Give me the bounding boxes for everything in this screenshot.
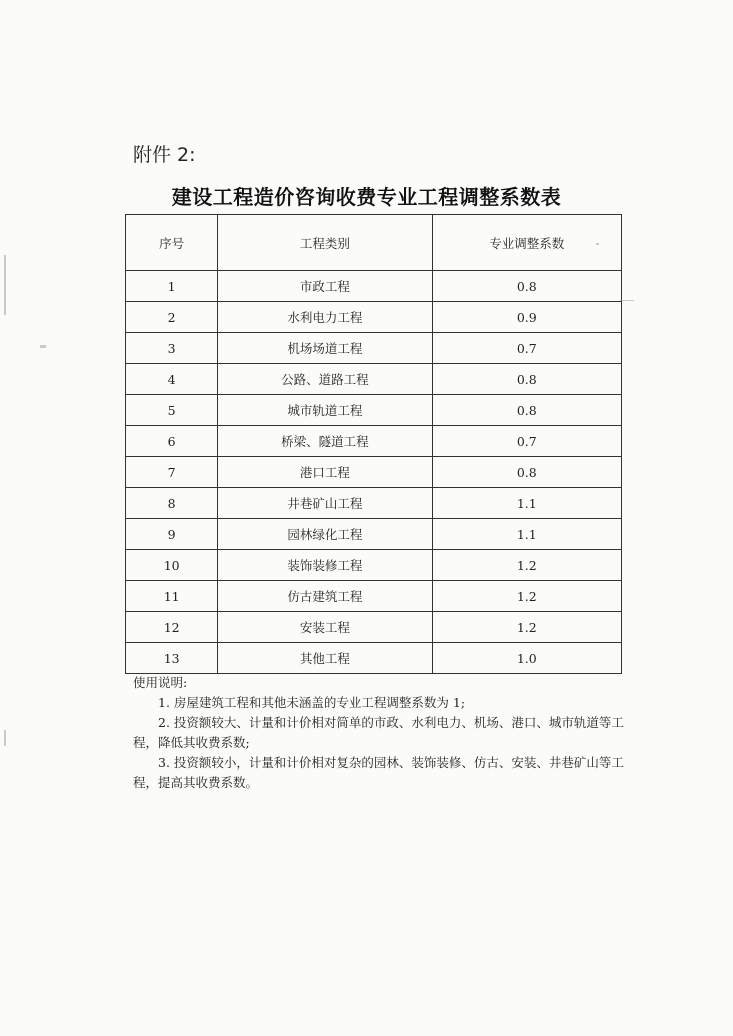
row-no: 8 [126, 488, 218, 519]
table-row [126, 519, 622, 550]
table-row [126, 550, 622, 581]
row-no: 3 [126, 333, 218, 364]
row-type: 水利电力工程 [218, 302, 432, 333]
table-row [126, 395, 622, 426]
table-header-row [126, 215, 622, 271]
row-coef: 1.2 [432, 612, 621, 643]
table-row [126, 271, 622, 302]
note-item: 1. 房屋建筑工程和其他未涵盖的专业工程调整系数为 1; [158, 695, 466, 710]
row-type: 装饰装修工程 [218, 550, 432, 581]
row-no: 1 [126, 271, 218, 302]
table-row [126, 612, 622, 643]
row-coef: 0.8 [432, 364, 621, 395]
row-type: 井巷矿山工程 [218, 488, 432, 519]
row-coef: 0.7 [432, 333, 621, 364]
row-type: 桥梁、隧道工程 [218, 426, 432, 457]
row-no: 5 [126, 395, 218, 426]
row-no: 2 [126, 302, 218, 333]
row-no: 11 [126, 581, 218, 612]
row-type: 公路、道路工程 [218, 364, 432, 395]
row-type: 机场场道工程 [218, 333, 432, 364]
scan-speck [620, 300, 634, 301]
table-row [126, 364, 622, 395]
row-type: 城市轨道工程 [218, 395, 432, 426]
table-row [126, 581, 622, 612]
scan-speck [4, 255, 6, 315]
row-type: 安装工程 [218, 612, 432, 643]
scan-speck [40, 345, 46, 348]
row-coef: 1.1 [432, 519, 621, 550]
row-type: 仿古建筑工程 [218, 581, 432, 612]
header-no: 序号 [126, 215, 218, 271]
table-title: 建设工程造价咨询收费专业工程调整系数表 [171, 185, 562, 209]
row-coef: 0.7 [432, 426, 621, 457]
row-no: 4 [126, 364, 218, 395]
row-coef: 1.2 [432, 550, 621, 581]
row-no: 9 [126, 519, 218, 550]
table-row [126, 643, 622, 674]
header-type: 工程类别 [218, 215, 432, 271]
row-coef: 1.1 [432, 488, 621, 519]
usage-notes [133, 673, 633, 793]
row-coef: 0.8 [432, 457, 621, 488]
scan-speck [596, 243, 599, 245]
row-no: 13 [126, 643, 218, 674]
row-type: 港口工程 [218, 457, 432, 488]
row-coef: 0.9 [432, 302, 621, 333]
row-type: 市政工程 [218, 271, 432, 302]
row-type: 园林绿化工程 [218, 519, 432, 550]
row-coef: 1.0 [432, 643, 621, 674]
coefficient-table [125, 214, 622, 674]
note-item: 2. 投资额较大、计量和计价相对简单的市政、水利电力、机场、港口、城市轨道等工程，降低其收费系数; [133, 715, 624, 750]
note-item: 3. 投资额较小，计量和计价相对复杂的园林、装饰装修、仿古、安装、井巷矿山等工程，提高其收费系数。 [133, 755, 624, 790]
row-coef: 0.8 [432, 271, 621, 302]
table-row [126, 333, 622, 364]
row-coef: 0.8 [432, 395, 621, 426]
row-no: 7 [126, 457, 218, 488]
row-coef: 1.2 [432, 581, 621, 612]
row-no: 10 [126, 550, 218, 581]
notes-heading: 使用说明: [133, 675, 188, 690]
attachment-label: 附件 2: [133, 144, 196, 166]
row-no: 6 [126, 426, 218, 457]
header-coef: 专业调整系数 [432, 215, 621, 271]
row-no: 12 [126, 612, 218, 643]
row-type: 其他工程 [218, 643, 432, 674]
scan-speck [4, 730, 6, 746]
table-row [126, 488, 622, 519]
table-row [126, 457, 622, 488]
table-row [126, 426, 622, 457]
table-row [126, 302, 622, 333]
